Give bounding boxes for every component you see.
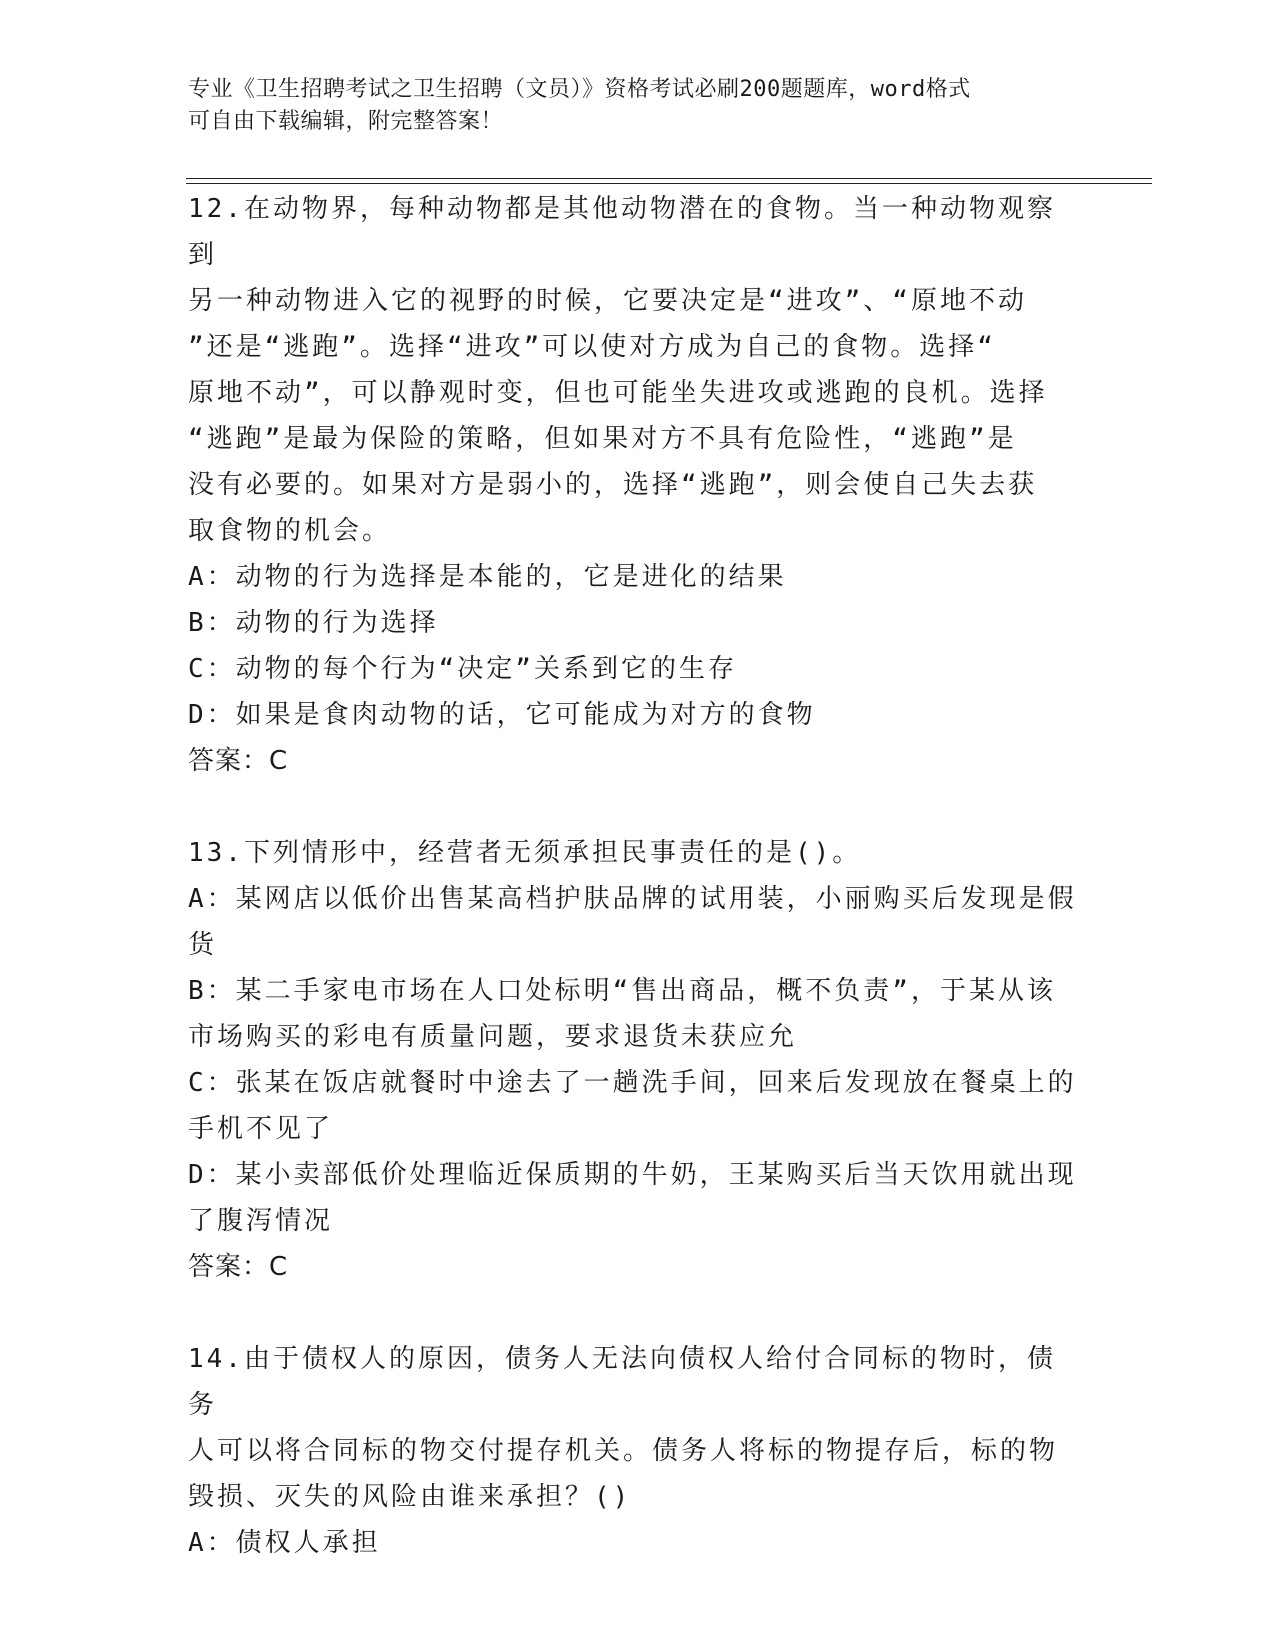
option-a: A：某网店以低价出售某高档护肤品牌的试用装，小丽购买后发现是假 <box>188 884 1077 914</box>
question-stem-line: 另一种动物进入它的视野的时候，它要决定是“进攻”、“原地不动 <box>188 286 1027 316</box>
question-stem-line: 毁损、灭失的风险由谁来承担？() <box>188 1482 632 1512</box>
question-list <box>188 186 1078 1566</box>
question-stem-line: 没有必要的。如果对方是弱小的，选择“逃跑”，则会使自己失去获 <box>188 470 1038 500</box>
option-c: C：动物的每个行为“决定”关系到它的生存 <box>188 654 737 684</box>
option-d-continued: 了腹泻情况 <box>188 1206 334 1236</box>
header-line-2: 可自由下载编辑，附完整答案！ <box>188 109 504 134</box>
question-stem-line: 13.下列情形中，经营者无须承担民事责任的是()。 <box>188 838 862 868</box>
option-b: B：某二手家电市场在人口处标明“售出商品，概不负责”，于某从该 <box>188 976 1056 1006</box>
option-a: A：债权人承担 <box>188 1528 381 1558</box>
question-stem-line: “逃跑”是最为保险的策略，但如果对方不具有危险性，“逃跑”是 <box>188 424 1017 454</box>
header-rule-top <box>186 178 1152 179</box>
question-stem-line: 14.由于债权人的原因，债务人无法向债权人给付合同标的物时，债务 <box>188 1344 1056 1420</box>
option-b: B：动物的行为选择 <box>188 608 439 638</box>
option-c: C：张某在饭店就餐时中途去了一趟洗手间，回来后发现放在餐桌上的 <box>188 1068 1077 1098</box>
header-rule-bottom <box>186 183 1152 184</box>
option-c-continued: 手机不见了 <box>188 1114 334 1144</box>
question-spacer <box>188 784 1078 830</box>
question-stem-line: 原地不动”，可以静观时变，但也可能坐失进攻或逃跑的良机。选择 <box>188 378 1048 408</box>
document-header <box>188 74 1088 138</box>
question-stem-line: 人可以将合同标的物交付提存机关。债务人将标的物提存后，标的物 <box>188 1436 1059 1466</box>
question-13 <box>188 830 1078 1290</box>
question-12 <box>188 186 1078 784</box>
option-a: A：动物的行为选择是本能的，它是进化的结果 <box>188 562 787 592</box>
question-stem-line: ”还是“逃跑”。选择“进攻”可以使对方成为自己的食物。选择“ <box>188 332 996 362</box>
question-14 <box>188 1336 1078 1566</box>
header-line-1: 专业《卫生招聘考试之卫生招聘（文员）》资格考试必刷200题题库，word格式 <box>188 77 971 102</box>
option-d: D：某小卖部低价处理临近保质期的牛奶，王某购买后当天饮用就出现 <box>188 1160 1077 1190</box>
option-d: D：如果是食肉动物的话，它可能成为对方的食物 <box>188 700 816 730</box>
question-stem-line: 12.在动物界，每种动物都是其他动物潜在的食物。当一种动物观察到 <box>188 194 1056 270</box>
option-b-continued: 市场购买的彩电有质量问题，要求退货未获应允 <box>188 1022 798 1052</box>
question-stem-line: 取食物的机会。 <box>188 516 392 546</box>
option-a-continued: 货 <box>188 930 218 960</box>
answer-line: 答案：C <box>188 1252 289 1282</box>
question-spacer <box>188 1290 1078 1336</box>
answer-line: 答案：C <box>188 746 289 776</box>
